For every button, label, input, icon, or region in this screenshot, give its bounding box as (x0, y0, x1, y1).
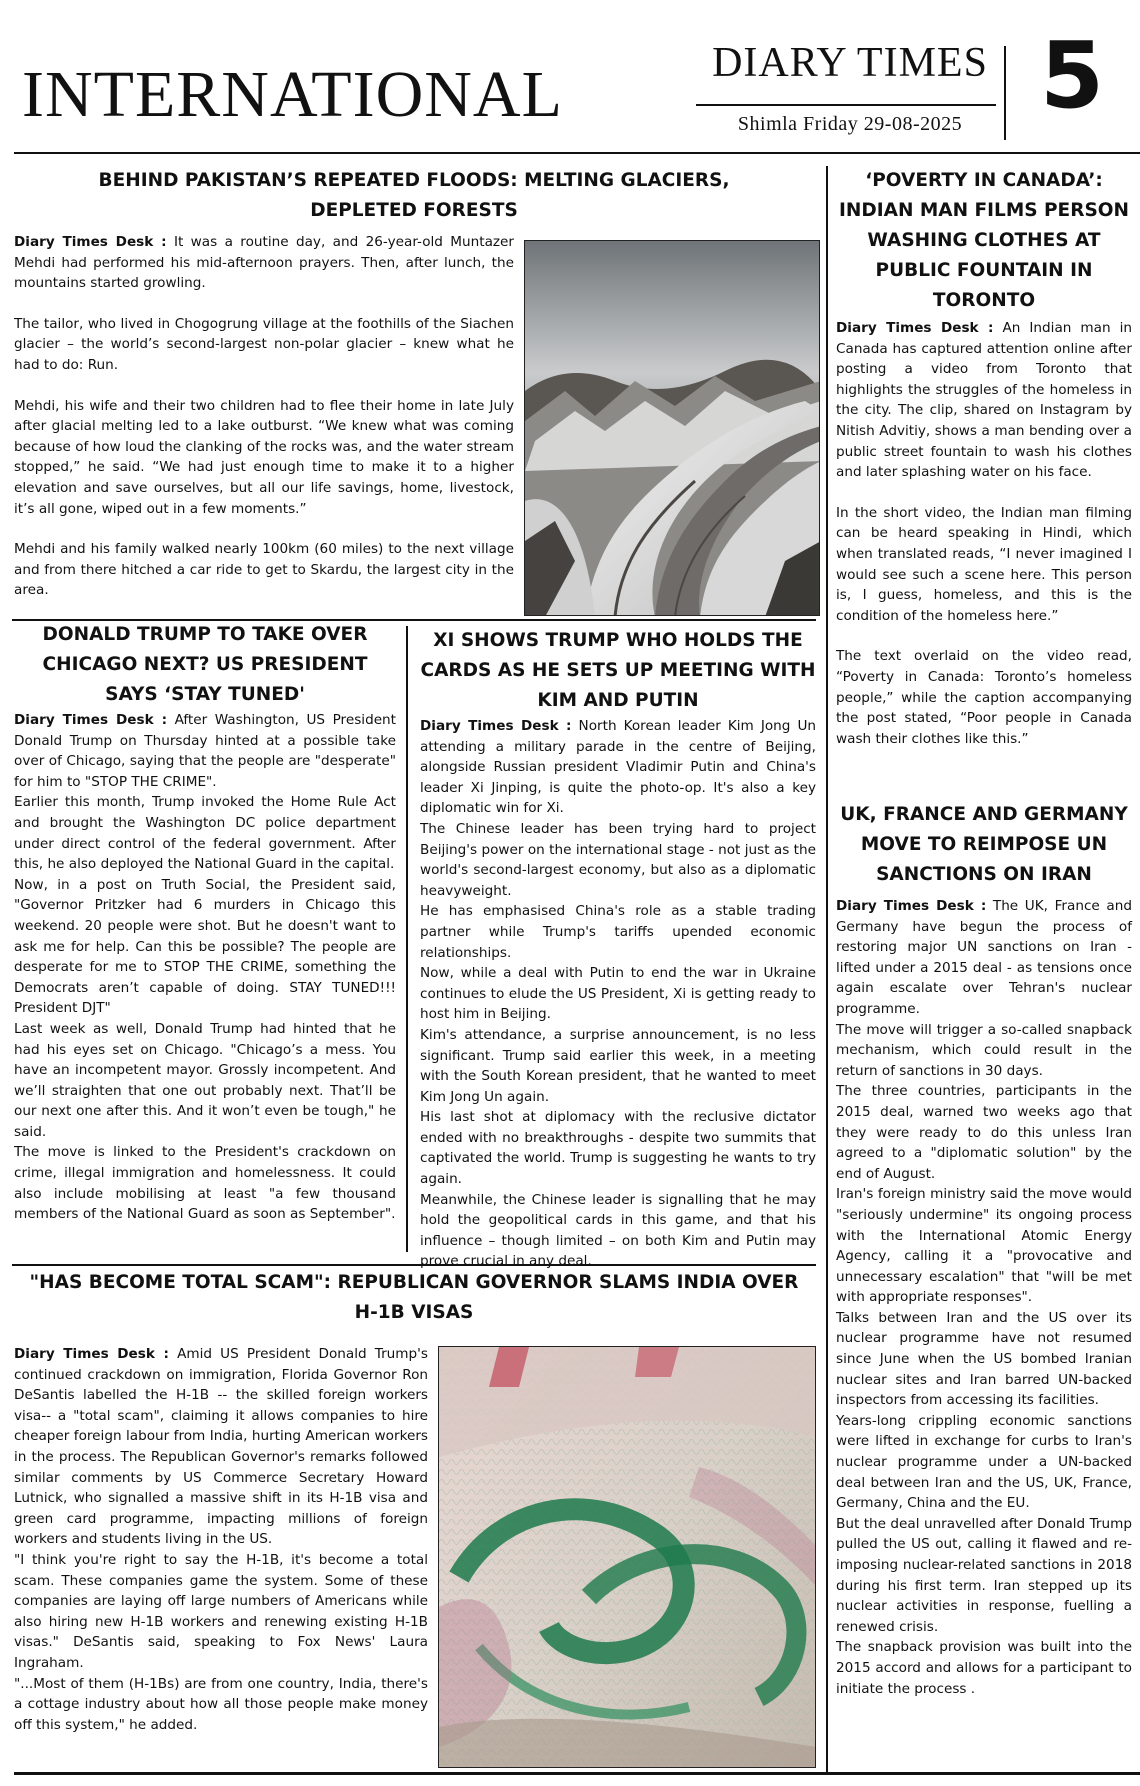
paragraph: Meanwhile, the Chinese leader is signalling that he may hold the geopolitical cards in this game, and that his influence – though limited – on both Kim and Putin may prove crucial in any deal. (420, 1191, 816, 1270)
page-bottom-rule (14, 1772, 1140, 1775)
paragraph: Kim's attendance, a surprise announcement, is no less significant. Trump said earlier this week, in a meeting with the South Korean president, that he wanted to meet Kim Jong Un again. (420, 1026, 816, 1105)
paragraph: But the deal unravelled after Donald Trump pulled the US out, calling it flawed and re-imposing nuclear-related sanctions in 2018 during his first term. Iran stepped up its nuclear activities in response, fuelling a renewed crisis. (836, 1515, 1132, 1635)
paragraph: Diary Times Desk : Amid US President Donald Trump's continued crackdown on immigration, Florida Governor Ron DeSantis labelled the H-1B -- the skilled foreign workers visa-- a "total scam", claiming it allows companies to hire cheaper foreign labour from India, hurting American workers in the process. The Republican Governor's remarks followed similar comments by US Commerce Secretary Howard Lutnick, who signalled a massive shift in its H-1B visa and green card programme, impacting millions of foreign workers and students living in the US. (14, 1346, 428, 1548)
headline: UK, FRANCE AND GERMANY MOVE TO REIMPOSE UN SANCTIONS ON IRAN (840, 804, 1128, 885)
byline: Diary Times Desk : (420, 718, 572, 734)
headline: "HAS BECOME TOTAL SCAM": REPUBLICAN GOVERNOR SLAMS INDIA OVER H-1B VISAS (29, 1272, 799, 1323)
paragraph: The text overlaid on the video read, “Poverty in Canada: Toronto’s homeless people,” while the caption accompanying the post stated, “Poor people in Canada wash their clothes like this.” (836, 648, 1132, 747)
paragraph: The move will trigger a so-called snapback mechanism, which could result in the return of sanctions in 30 days. (836, 1021, 1132, 1079)
masthead-rule (696, 104, 996, 106)
masthead-divider (1004, 46, 1006, 140)
chicago-body (14, 710, 396, 1225)
byline: Diary Times Desk : (14, 712, 168, 728)
glacier-image (525, 241, 820, 616)
middle-column-divider (406, 626, 408, 1252)
article-iran-sanctions (836, 800, 1132, 1699)
right-column-divider (826, 166, 828, 1772)
paragraph: Diary Times Desk : The UK, France and Germany have begun the process of restoring major UN sanctions on Iran - lifted under a 2015 deal - as tensions once again escalate over Tehran's nuclear programme. (836, 898, 1132, 1017)
paragraph: Earlier this month, Trump invoked the Home Rule Act and brought the Washington DC police department under direct control of the federal government. After this, he also deployed the National Guard in the capital. (14, 794, 396, 873)
article-xi-trump (420, 626, 816, 1272)
byline: Diary Times Desk : (14, 234, 167, 250)
byline: Diary Times Desk : (836, 898, 987, 914)
iran-body (836, 896, 1132, 1699)
dateline: Shimla Friday 29-08-2025 (737, 113, 963, 135)
masthead (0, 0, 1140, 160)
xi-body (420, 716, 816, 1272)
paragraph: The Chinese leader has been trying hard to project Beijing's power on the international stage - not just as the world's second-largest economy, but also as a diplomatic heavyweight. (420, 820, 816, 899)
paragraph: "...Most of them (H-1Bs) are from one country, India, there's a cottage industry about how all those people make money off this system," he added. (14, 1675, 428, 1733)
paragraph: The three countries, participants in the 2015 deal, warned two weeks ago that they were ready to do this unless Iran agreed to a "diplomatic solution" by the end of August. (836, 1083, 1132, 1182)
article-h1b-visas (14, 1268, 814, 1328)
paragraph: Now, in a post on Truth Social, the President said, "Governor Pritzker had 6 murders in Chicago this weekend. 20 people were shot. But he doesn't want to ask me for help. Can this be possible? The people are desperate for me to STOP THE CRIME, something the Democrats aren’t capable of doing. STAY TUNED!!! President DJT" (14, 876, 396, 1017)
paragraph: Years-long crippling economic sanctions were lifted in exchange for curbs to Iran's nuclear programme under a UN-backed deal between Iran and the US, UK, France, Germany, China and the EU. (836, 1412, 1132, 1512)
canada-body (836, 318, 1132, 749)
paragraph: His last shot at diplomacy with the reclusive dictator ended with no breakthroughs - despite two summits that captivated the world. Trump is suggesting he wants to try again. (420, 1109, 816, 1188)
visa-image (439, 1347, 816, 1768)
newspaper-name: DIARY TIMES (712, 40, 988, 86)
floods-body (14, 232, 514, 601)
paragraph: Diary Times Desk : It was a routine day, and 26-year-old Muntazer Mehdi had performed his mid-afternoon prayers. Then, after lunch, the mountains started growling. (14, 234, 515, 292)
headline: DONALD TRUMP TO TAKE OVER CHICAGO NEXT? US PRESIDENT SAYS ‘STAY TUNED' (42, 624, 368, 705)
paragraph: "I think you're right to say the H-1B, it's become a total scam. These companies game the system. Some of these companies are laying off large numbers of Americans while also hiring new H-1B workers and renewing existing H-1B visas." DeSantis said, speaking to Fox News' Laura Ingraham. (14, 1551, 428, 1671)
glacier-photo (524, 240, 820, 616)
paragraph: Diary Times Desk : An Indian man in Canada has captured attention online after posting a video from Toronto that highlights the struggles of the homeless in the city. The clip, shared on Instagram by Nitish Advitiy, shows a man bending over a public street fountain to wash his clothes and later splashing water on his face. (836, 320, 1133, 481)
h1b-body (14, 1344, 428, 1735)
masthead-bottom-rule (14, 152, 1140, 154)
paragraph: Last week as well, Donald Trump had hinted that he had his eyes set on Chicago. "Chicago’s a mess. You have an incompetent mayor. Grossly incompetent. And we’ll straighten that one out probably next. That’ll be our next one after this. And it won’t even be tough," he said. (14, 1020, 396, 1140)
page-number: 5 (1040, 22, 1105, 129)
paragraph: He has emphasised China's role as a stable trading partner while Trump's tariffs upended economic relationships. (420, 903, 816, 961)
article-poverty-canada (836, 166, 1132, 749)
paragraph: Mehdi, his wife and their two children had to flee their home in late July after glacial melting led to a lake outburst. “We knew what was coming because of how loud the clanking of the rocks was, and the water stream stopped,” he said. “We had just enough time to make it to a higher elevation and save ourselves, but all our life savings, home, livestock, it’s all gone, wiped out in a few moments.” (14, 397, 514, 517)
article-trump-chicago (14, 620, 396, 1225)
paragraph: The move is linked to the President's crackdown on crime, illegal immigration and homelessness. It could also include mobilising at least "a few thousand members of the National Guard as soon as September". (14, 1144, 396, 1223)
paragraph: Diary Times Desk : After Washington, US President Donald Trump on Thursday hinted at a possible take over of Chicago, saying that the people are "desperate" for him to "STOP THE CRIME". (14, 712, 397, 790)
paragraph: In the short video, the Indian man filming can be heard speaking in Hindi, which when translated reads, “I never imagined I would see such a scene here. This person is, I guess, homeless, and this is the condition of the homeless here.” (836, 504, 1132, 624)
section-title: INTERNATIONAL (22, 58, 563, 131)
paragraph: Diary Times Desk : North Korean leader Kim Jong Un attending a military parade in the centre of Beijing, alongside Russian president Vladimir Putin and China's leader Xi Jinping, is quite the photo-op. It's also a key diplomatic win for Xi. (420, 718, 817, 817)
paragraph: Iran's foreign ministry said the move would "seriously undermine" its ongoing process with the International Atomic Energy Agency, calling it a "provocative and unnecessary escalation" that "will be met with appropriate responses". (836, 1186, 1132, 1306)
article-pakistan-floods (14, 166, 814, 226)
headline: BEHIND PAKISTAN’S REPEATED FLOODS: MELTING GLACIERS, DEPLETED FORESTS (98, 170, 730, 221)
paragraph: The tailor, who lived in Chogogrung village at the foothills of the Siachen glacier – the world’s second-largest non-polar glacier – knew what he had to do: Run. (14, 315, 514, 373)
paragraph: Now, while a deal with Putin to end the war in Ukraine continues to elude the US President, Xi is getting ready to host him in Beijing. (420, 965, 816, 1023)
paragraph: The snapback provision was built into the 2015 accord and allows for a participant to initiate the process . (836, 1639, 1132, 1697)
headline: ‘POVERTY IN CANADA’: INDIAN MAN FILMS PERSON WASHING CLOTHES AT PUBLIC FOUNTAIN IN TORONTO (839, 170, 1129, 311)
byline: Diary Times Desk : (14, 1346, 169, 1362)
headline: XI SHOWS TRUMP WHO HOLDS THE CARDS AS HE SETS UP MEETING WITH KIM AND PUTIN (420, 630, 816, 711)
visa-photo (438, 1346, 816, 1768)
paragraph: Talks between Iran and the US over its nuclear programme have not resumed since June when the US bombed Iranian nuclear sites and Iran barred UN-backed inspectors from accessing its facilities. (836, 1309, 1132, 1409)
paragraph: Mehdi and his family walked nearly 100km (60 miles) to the next village and from there hitched a car ride to get to Skardu, the largest city in the area. (14, 541, 514, 599)
byline: Diary Times Desk : (836, 320, 994, 336)
